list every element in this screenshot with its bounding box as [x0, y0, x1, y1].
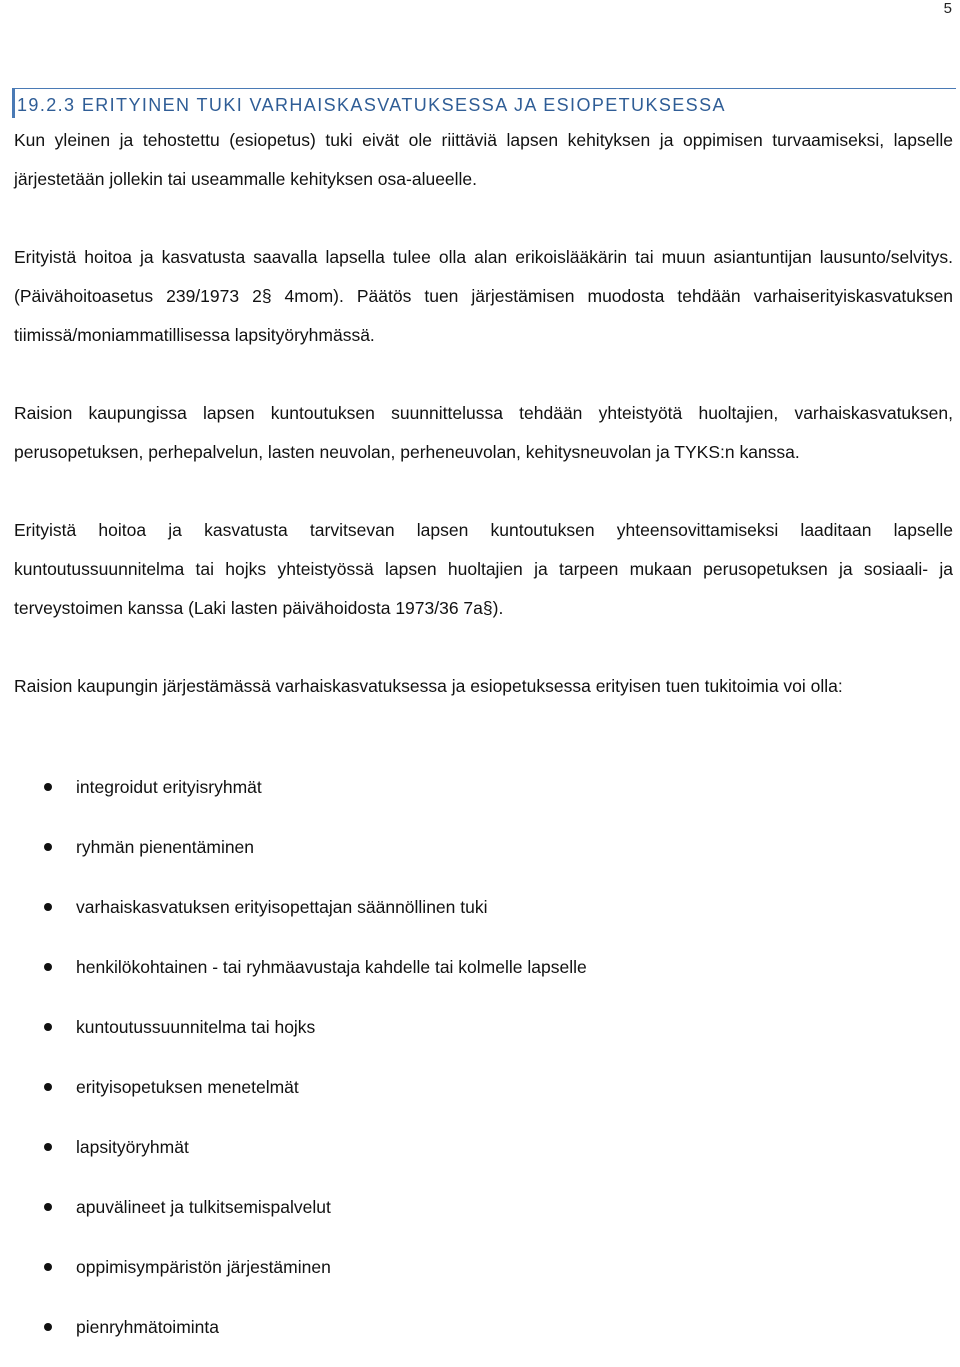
list-item-label: erityisopetuksen menetelmät	[76, 1077, 299, 1097]
list-item-label: pienryhmätoiminta	[76, 1317, 219, 1337]
paragraph-support-intro: Raision kaupungin järjestämässä varhaiskasvatuksessa ja esiopetuksessa erityisen tuen tukitoimia voi olla:	[14, 676, 843, 696]
list-item	[0, 1127, 587, 1187]
list-item	[0, 767, 587, 827]
list-item	[0, 1067, 587, 1127]
paragraph-statement: Erityistä hoitoa ja kasvatusta saavalla lapsella tulee olla alan erikoislääkärin tai muun asiantuntijan lausunto/selvitys. (Päivähoitoasetus 239/1973 2§ 4mom). Päätös tuen järjestämisen muodosta tehdään varhaiserityiskasvatuksen tiimissä/moniammatillisessa lapsityöryhmässä.	[14, 247, 953, 345]
bullet-icon	[44, 1263, 52, 1271]
document-body	[14, 121, 953, 706]
list-item	[0, 1307, 587, 1367]
list-item	[0, 1247, 587, 1307]
list-item-label: oppimisympäristön järjestäminen	[76, 1257, 331, 1277]
list-item-label: kuntoutussuunnitelma tai hojks	[76, 1017, 316, 1037]
list-item	[0, 827, 587, 887]
section-heading: 19.2.3 ERITYINEN TUKI VARHAISKASVATUKSESSA JA ESIOPETUKSESSA	[12, 88, 956, 118]
bullet-icon	[44, 1203, 52, 1211]
list-item	[0, 1187, 587, 1247]
paragraph-rehabilitation-plan: Erityistä hoitoa ja kasvatusta tarvitsevan lapsen kuntoutuksen yhteensovittamiseksi laaditaan lapselle kuntoutussuunnitelma tai hojks yhteistyössä lapsen huoltajien ja tarpeen mukaan perusopetuksen ja sosiaali- ja terveystoimen kanssa (Laki lasten päivähoidosta 1973/36 7a§).	[14, 520, 953, 618]
list-item-label: henkilökohtainen - tai ryhmäavustaja kahdelle tai kolmelle lapselle	[76, 957, 587, 977]
paragraph-gap	[14, 472, 953, 511]
list-item-label: lapsityöryhmät	[76, 1137, 189, 1157]
bullet-icon	[44, 903, 52, 911]
bullet-icon	[44, 783, 52, 791]
list-item	[0, 887, 587, 947]
list-item-label: ryhmän pienentäminen	[76, 837, 255, 857]
paragraph-intro: Kun yleinen ja tehostettu (esiopetus) tuki eivät ole riittäviä lapsen kehityksen ja oppimisen turvaamiseksi, lapselle järjestetään jollekin tai useammalle kehityksen osa-alueelle.	[14, 130, 953, 189]
bullet-icon	[44, 963, 52, 971]
bullet-icon	[44, 1143, 52, 1151]
list-item	[0, 947, 587, 1007]
list-item-label: varhaiskasvatuksen erityisopettajan säännöllinen tuki	[76, 897, 488, 917]
paragraph-gap	[14, 355, 953, 394]
bullet-icon	[44, 1083, 52, 1091]
page-number: 5	[943, 0, 952, 17]
bullet-icon	[44, 843, 52, 851]
paragraph-gap	[14, 199, 953, 238]
list-item-label: apuvälineet ja tulkitsemispalvelut	[76, 1197, 331, 1217]
bullet-icon	[44, 1023, 52, 1031]
paragraph-gap	[14, 628, 953, 667]
list-item-label: integroidut erityisryhmät	[76, 777, 262, 797]
bullet-icon	[44, 1323, 52, 1331]
paragraph-cooperation: Raision kaupungissa lapsen kuntoutuksen suunnittelussa tehdään yhteistyötä huoltajien, varhaiskasvatuksen, perusopetuksen, perhepalvelun, lasten neuvolan, perheneuvolan, kehitysneuvolan ja TYKS:n kanssa.	[14, 403, 953, 462]
list-item	[0, 1007, 587, 1067]
support-measures-list	[0, 767, 587, 1367]
